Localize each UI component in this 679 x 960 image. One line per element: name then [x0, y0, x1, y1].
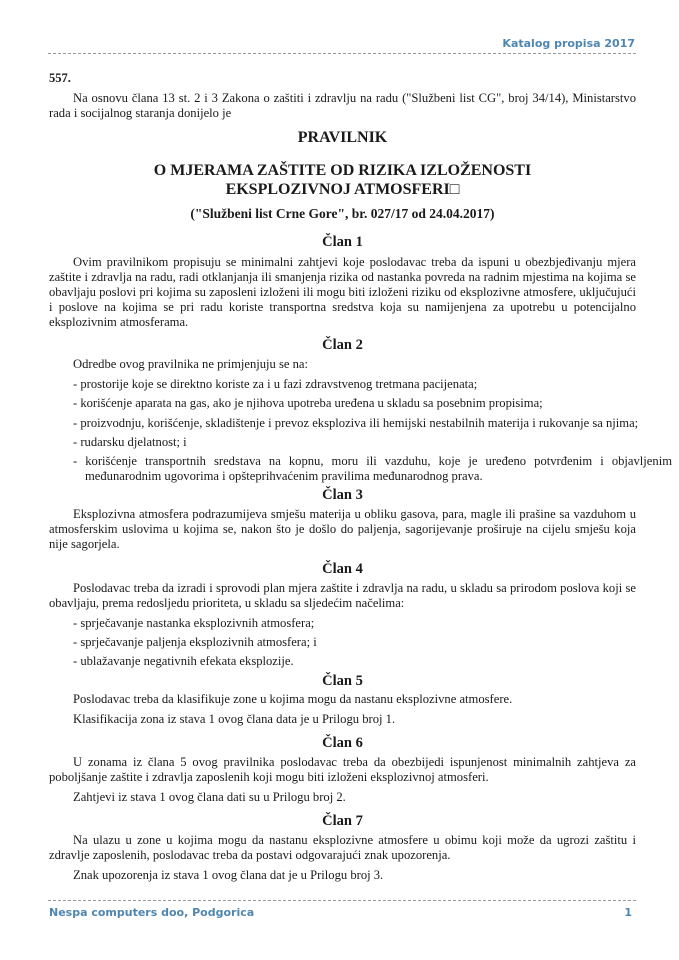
- citation: ("Službeni list Crne Gore", br. 027/17 od 24.04.2017): [190, 206, 495, 221]
- article-5-paragraph-1: Poslodavac treba da klasifikuje zone u kojima mogu da nastanu eksplozivne atmosfere.: [73, 692, 513, 706]
- list-item: - prostorije koje se direktno koriste za i u fazi zdravstvenog tretmana pacijenata;: [73, 377, 478, 391]
- regulation-number: 557.: [49, 71, 71, 85]
- list-item: - proizvodnju, korišćenje, skladištenje i prevoz eksploziva ili hemijski nestabilnih materija i rukovanje sa njima;: [73, 416, 639, 430]
- article-2-intro: Odredbe ovog pravilnika ne primjenjuju se na:: [73, 357, 309, 371]
- article-4-text: Poslodavac treba da izradi i sprovodi plan mjera zaštite i zdravlja na radu, u skladu sa prirodom poslova koji se obavljaju, prema redosljedu prioriteta, u skladu sa sljedećim načelima:: [49, 581, 636, 610]
- article-2-heading: Član 2: [322, 337, 363, 353]
- list-item: - korišćenje transportnih sredstava na kopnu, moru ili vazduhu, koje je uređeno potvrđenim i objavljenim međunarodnim ugovorima i opšteprihvaćenim pravilima međunarodnog prava.: [73, 454, 672, 483]
- article-4-heading: Član 4: [322, 561, 363, 577]
- list-item: - sprječavanje nastanka eksplozivnih atmosfera;: [73, 616, 315, 630]
- article-1-text: Ovim pravilnikom propisuju se minimalni zahtjevi koje poslodavac treba da ispuni u obezbjeđivanju mjera zaštite i zdravlja na radu, radi otklanjanja ili smanjenja rizika od nastanka povreda na radnim mjestima na kojima se obavljaju poslovi pri kojima su zaposleni izloženi ili mogu biti izloženi riziku od eksplozivne atmosfere, uključujući i poslove na kojima se pri radu koriste transportna sredstva koja su namijenjena za upotrebu u potencijalno eksplozivnim atmosferama.: [49, 255, 636, 329]
- footer-divider: [48, 900, 636, 901]
- article-6-paragraph-2: Zahtjevi iz stava 1 ovog člana dati su u Prilogu broj 2.: [73, 790, 346, 804]
- header-title: Katalog propisa 2017: [502, 37, 635, 50]
- page-number: 1: [624, 906, 632, 919]
- intro-paragraph: Na osnovu člana 13 st. 2 i 3 Zakona o zaštiti i zdravlju na radu ("Službeni list CG", broj 34/14), Ministarstvo rada i socijalnog staranja donijelo je: [49, 91, 636, 120]
- article-5-heading: Član 5: [322, 673, 363, 689]
- article-7-paragraph-2: Znak upozorenja iz stava 1 ovog člana dat je u Prilogu broj 3.: [73, 868, 384, 882]
- footer-publisher: Nespa computers doo, Podgorica: [49, 906, 255, 919]
- list-item: - rudarsku djelatnost; i: [73, 435, 187, 449]
- article-7-paragraph-1: Na ulazu u zone u kojima mogu da nastanu eksplozivne atmosfere u obimu koji može da ugrozi zaštitu i zdravlje zaposlenih, poslodavac treba da postavi odgovarajući znak upozorenja.: [49, 833, 636, 862]
- article-6-paragraph-1: U zonama iz člana 5 ovog pravilnika poslodavac treba da obezbijedi ispunjenost minimalnih zahtjeva za poboljšanje zaštite i zdravlja zaposlenih koji mogu biti izloženi eksplozivnoj atmosferi.: [49, 755, 636, 784]
- article-6-heading: Član 6: [322, 735, 363, 751]
- list-item: - korišćenje aparata na gas, ako je njihova upotreba uređena u skladu sa posebnim propisima;: [73, 396, 543, 410]
- document-subtitle: O MJERAMA ZAŠTITE OD RIZIKA IZLOŽENOSTI EKSPLOZIVNOJ ATMOSFERI□: [153, 162, 532, 198]
- article-3-heading: Član 3: [322, 487, 363, 503]
- article-5-paragraph-2: Klasifikacija zona iz stava 1 ovog člana data je u Prilogu broj 1.: [73, 712, 396, 726]
- header-divider: [48, 53, 636, 54]
- article-3-text: Eksplozivna atmosfera podrazumijeva smješu materija u obliku gasova, para, magle ili prašine sa vazduhom u atmosferskim uslovima u kojima se, nakon što je došlo do paljenja, sagorijevanje proširuje na cijelu smješu koja nije sagorjela.: [49, 507, 636, 551]
- article-1-heading: Član 1: [322, 234, 363, 250]
- list-item: - ublažavanje negativnih efekata eksplozije.: [73, 654, 294, 668]
- document-title: PRAVILNIK: [297, 129, 388, 146]
- list-item: - sprječavanje paljenja eksplozivnih atmosfera; i: [73, 635, 317, 649]
- article-7-heading: Član 7: [322, 813, 363, 829]
